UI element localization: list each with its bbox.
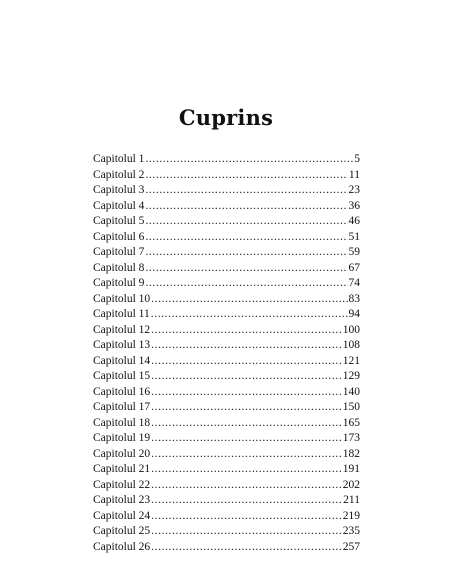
- toc-entry-page: 67: [348, 261, 360, 274]
- toc-entry: [93, 462, 360, 478]
- toc-entry: [93, 261, 360, 277]
- toc-entry-label: Capitolul 21: [93, 463, 151, 475]
- toc-entry: [93, 354, 360, 370]
- toc-entry-label: Capitolul 1: [93, 153, 145, 165]
- toc-entry-page: 182: [342, 447, 360, 460]
- toc-leader-dots: [151, 493, 342, 509]
- toc-leader-dots: [145, 261, 347, 277]
- toc-entry: [93, 493, 360, 509]
- page-title: Cuprins: [178, 105, 274, 130]
- table-of-contents: [93, 152, 360, 555]
- toc-entry-page: 202: [342, 478, 360, 491]
- toc-entry: [93, 540, 360, 556]
- toc-entry: [93, 369, 360, 385]
- toc-entry-label: Capitolul 19: [93, 432, 151, 444]
- toc-leader-dots: [151, 509, 342, 525]
- toc-entry-page: 108: [342, 339, 360, 351]
- toc-entry-label: Capitolul 8: [93, 261, 145, 274]
- toc-entry: [93, 431, 360, 447]
- toc-entry: [93, 416, 360, 432]
- toc-entry-label: Capitolul 14: [93, 354, 151, 367]
- toc-entry: [93, 307, 360, 323]
- toc-entry-label: Capitolul 18: [93, 416, 151, 429]
- toc-entry-page: 11: [348, 168, 360, 181]
- toc-leader-dots: [145, 214, 347, 230]
- toc-entry: [93, 199, 360, 215]
- toc-entry-page: 74: [348, 277, 360, 289]
- toc-entry: [93, 183, 360, 199]
- toc-leader-dots: [145, 230, 347, 246]
- toc-entry-label: Capitolul 20: [93, 447, 151, 460]
- toc-entry: [93, 400, 360, 416]
- toc-leader-dots: [151, 524, 342, 540]
- toc-entry-page: 51: [348, 230, 360, 243]
- toc-entry-page: 23: [348, 184, 360, 196]
- toc-entry: [93, 292, 360, 308]
- toc-entry-label: Capitolul 23: [93, 494, 151, 506]
- toc-entry-page: 173: [342, 432, 360, 444]
- toc-entry: [93, 524, 360, 540]
- toc-entry: [93, 276, 360, 292]
- toc-entry-page: 211: [343, 494, 360, 506]
- toc-entry-page: 46: [348, 215, 360, 227]
- toc-leader-dots: [151, 540, 342, 556]
- toc-entry-label: Capitolul 10: [93, 292, 151, 305]
- toc-entry-page: 257: [342, 540, 360, 553]
- toc-entry-label: Capitolul 24: [93, 509, 151, 522]
- toc-entry-page: 94: [348, 308, 360, 320]
- toc-entry-label: Capitolul 7: [93, 246, 145, 258]
- toc-entry-label: Capitolul 22: [93, 478, 151, 491]
- toc-entry-page: 150: [342, 401, 360, 413]
- toc-entry: [93, 447, 360, 463]
- toc-entry-label: Capitolul 13: [93, 339, 151, 351]
- toc-leader-dots: [151, 478, 342, 494]
- toc-entry-page: 121: [342, 354, 360, 367]
- toc-leader-dots: [151, 385, 342, 401]
- toc-entry-page: 129: [342, 370, 360, 382]
- toc-entry-page: 100: [342, 323, 360, 336]
- toc-entry-page: 235: [342, 525, 360, 537]
- toc-leader-dots: [151, 307, 348, 323]
- toc-entry-page: 140: [342, 385, 360, 398]
- toc-entry: [93, 385, 360, 401]
- toc-leader-dots: [151, 416, 342, 432]
- toc-leader-dots: [145, 183, 347, 199]
- toc-entry: [93, 338, 360, 354]
- toc-entry-label: Capitolul 4: [93, 199, 145, 212]
- toc-entry: [93, 509, 360, 525]
- toc-leader-dots: [151, 323, 342, 339]
- toc-entry-label: Capitolul 25: [93, 525, 151, 537]
- toc-leader-dots: [151, 462, 342, 478]
- toc-entry-page: 219: [342, 509, 360, 522]
- toc-entry-label: Capitolul 3: [93, 184, 145, 196]
- toc-entry: [93, 168, 360, 184]
- toc-entry-label: Capitolul 6: [93, 230, 145, 243]
- toc-entry-label: Capitolul 9: [93, 277, 145, 289]
- toc-leader-dots: [151, 292, 347, 308]
- toc-entry-page: 191: [342, 463, 360, 475]
- toc-leader-dots: [145, 276, 347, 292]
- toc-leader-dots: [145, 152, 353, 168]
- toc-leader-dots: [145, 245, 347, 261]
- toc-entry-label: Capitolul 5: [93, 215, 145, 227]
- toc-entry-page: 36: [348, 199, 360, 212]
- toc-entry-page: 5: [354, 153, 360, 165]
- toc-entry: [93, 478, 360, 494]
- toc-leader-dots: [151, 338, 342, 354]
- toc-leader-dots: [151, 400, 342, 416]
- toc-entry-label: Capitolul 12: [93, 323, 151, 336]
- toc-entry-label: Capitolul 17: [93, 401, 151, 413]
- toc-entry-label: Capitolul 26: [93, 540, 151, 553]
- toc-entry: [93, 152, 360, 168]
- toc-leader-dots: [145, 199, 347, 215]
- toc-leader-dots: [151, 354, 342, 370]
- toc-leader-dots: [151, 369, 342, 385]
- toc-entry-label: Capitolul 15: [93, 370, 151, 382]
- toc-entry-label: Capitolul 16: [93, 385, 151, 398]
- toc-entry-label: Capitolul 2: [93, 168, 145, 181]
- toc-entry-page: 59: [348, 246, 360, 258]
- toc-leader-dots: [145, 168, 347, 184]
- toc-entry: [93, 245, 360, 261]
- toc-entry-page: 165: [342, 416, 360, 429]
- toc-leader-dots: [151, 447, 342, 463]
- toc-leader-dots: [151, 431, 342, 447]
- toc-entry-label: Capitolul 11: [93, 308, 150, 320]
- toc-entry: [93, 214, 360, 230]
- toc-entry-page: 83: [348, 292, 360, 305]
- toc-entry: [93, 323, 360, 339]
- toc-entry: [93, 230, 360, 246]
